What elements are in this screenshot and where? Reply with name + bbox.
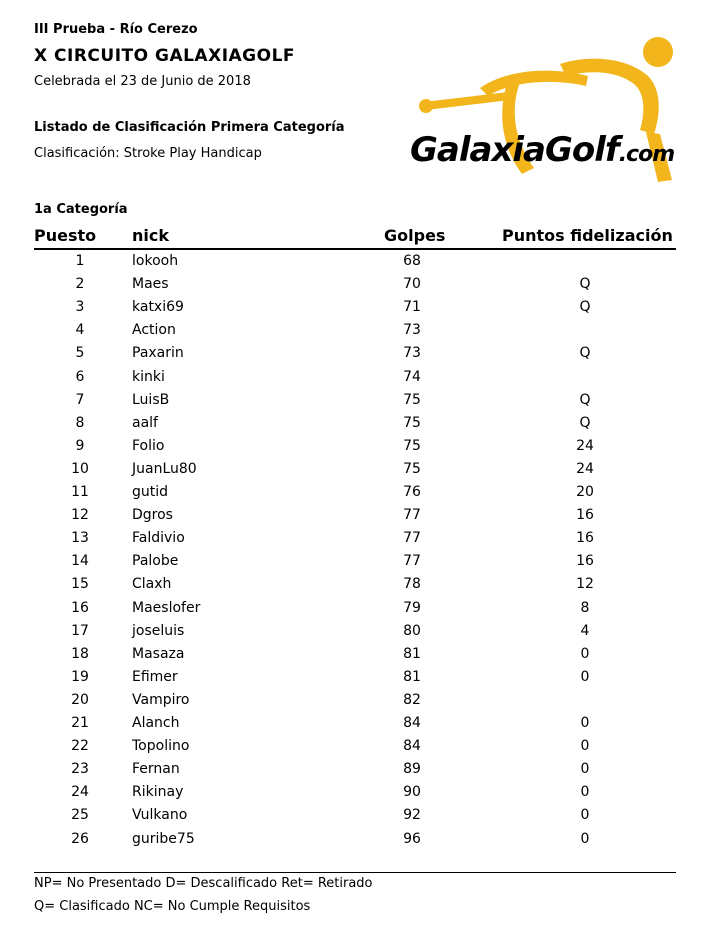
cell-points: 24: [576, 437, 594, 454]
cell-points: 0: [580, 807, 590, 824]
cell-strokes: 79: [403, 599, 421, 616]
table-row: [0, 507, 708, 530]
cell-nick: Fernan: [132, 761, 180, 778]
cell-strokes: 75: [403, 437, 421, 454]
cell-nick: Vampiro: [132, 691, 190, 708]
cell-position: 9: [75, 437, 85, 454]
cell-position: 8: [75, 414, 85, 431]
table-row: [0, 276, 708, 299]
cell-position: 19: [71, 668, 89, 685]
cell-strokes: 89: [403, 761, 421, 778]
cell-position: 2: [75, 276, 85, 293]
cell-strokes: 75: [403, 414, 421, 431]
cell-points: Q: [579, 414, 591, 431]
cell-strokes: 74: [403, 368, 421, 385]
logo-text-domain: .com: [618, 142, 675, 167]
cell-strokes: 84: [403, 738, 421, 755]
cell-strokes: 84: [403, 715, 421, 731]
cell-strokes: 76: [403, 484, 421, 500]
cell-position: 4: [75, 322, 85, 339]
cell-points: Q: [579, 276, 591, 293]
cell-points: 0: [580, 715, 590, 731]
table-row: [0, 784, 708, 807]
column-header-points: Puntos fidelización: [502, 226, 673, 245]
cell-strokes: 70: [403, 276, 421, 293]
cell-nick: Vulkano: [132, 807, 188, 824]
cell-nick: joseluis: [132, 622, 185, 639]
cell-points: 16: [576, 507, 594, 524]
legend-line-1: NP= No Presentado D= Descalificado Ret= Retirado: [34, 876, 373, 891]
cell-position: 15: [71, 576, 89, 593]
table-row: [0, 253, 708, 276]
cell-points: 16: [576, 530, 594, 547]
table-row: [0, 345, 708, 368]
cell-position: 18: [71, 645, 89, 662]
cell-position: 12: [71, 507, 89, 524]
cell-points: 20: [576, 484, 594, 500]
cell-position: 17: [71, 622, 89, 639]
cell-nick: JuanLu80: [132, 460, 197, 477]
table-row: [0, 600, 708, 623]
footer-divider: [34, 872, 676, 873]
category-label: 1a Categoría: [34, 202, 128, 217]
cell-nick: Folio: [132, 437, 165, 454]
cell-position: 10: [71, 460, 89, 477]
cell-points: 16: [576, 553, 594, 570]
cell-position: 13: [71, 530, 89, 547]
legend-line-2: Q= Clasificado NC= No Cumple Requisitos: [34, 899, 311, 914]
table-row: [0, 392, 708, 415]
cell-nick: Efimer: [132, 668, 178, 685]
table-row: [0, 715, 708, 738]
cell-position: 16: [71, 599, 89, 616]
table-row: [0, 299, 708, 322]
cell-points: 0: [580, 830, 590, 847]
cell-points: 4: [580, 622, 590, 639]
cell-strokes: 80: [403, 622, 421, 639]
cell-points: 0: [580, 761, 590, 778]
cell-nick: Action: [132, 322, 176, 339]
cell-nick: LuisB: [132, 391, 170, 408]
date-line: Celebrada el 23 de Junio de 2018: [34, 74, 251, 89]
cell-strokes: 96: [403, 830, 421, 847]
table-row: [0, 461, 708, 484]
cell-position: 25: [71, 807, 89, 824]
cell-points: Q: [579, 391, 591, 408]
cell-nick: Palobe: [132, 553, 179, 570]
cell-nick: lokooh: [132, 253, 179, 269]
cell-position: 11: [71, 484, 89, 500]
cell-nick: Faldivio: [132, 530, 185, 547]
cell-points: Q: [579, 299, 591, 316]
circuit-title: X CIRCUITO GALAXIAGOLF: [34, 46, 296, 66]
cell-points: 0: [580, 668, 590, 685]
table-row: [0, 831, 708, 854]
table-row: [0, 761, 708, 784]
cell-strokes: 73: [403, 345, 421, 362]
cell-strokes: 82: [403, 691, 421, 708]
cell-position: 26: [71, 830, 89, 847]
cell-points: 24: [576, 460, 594, 477]
event-title: III Prueba - Río Cerezo: [34, 22, 198, 37]
cell-nick: aalf: [132, 414, 158, 431]
cell-position: 1: [75, 253, 85, 269]
cell-points: 0: [580, 645, 590, 662]
cell-strokes: 68: [403, 253, 421, 269]
cell-position: 5: [75, 345, 85, 362]
cell-position: 6: [75, 368, 85, 385]
cell-nick: Dgros: [132, 507, 173, 524]
table-row: [0, 553, 708, 576]
table-row: [0, 692, 708, 715]
column-header-nick: nick: [132, 226, 169, 245]
cell-nick: gutid: [132, 484, 169, 500]
cell-nick: Paxarin: [132, 345, 184, 362]
cell-nick: Maes: [132, 276, 169, 293]
cell-position: 21: [71, 715, 89, 731]
cell-position: 20: [71, 691, 89, 708]
cell-position: 22: [71, 738, 89, 755]
cell-nick: Topolino: [132, 738, 190, 755]
table-row: [0, 738, 708, 761]
cell-strokes: 92: [403, 807, 421, 824]
cell-nick: Alanch: [132, 715, 180, 731]
cell-position: 7: [75, 391, 85, 408]
cell-position: 14: [71, 553, 89, 570]
table-row: [0, 484, 708, 507]
cell-strokes: 73: [403, 322, 421, 339]
cell-strokes: 77: [403, 553, 421, 570]
cell-nick: Rikinay: [132, 784, 184, 801]
cell-nick: kinki: [132, 368, 165, 385]
logo-wordmark: [410, 130, 700, 170]
cell-position: 3: [75, 299, 85, 316]
cell-nick: Maeslofer: [132, 599, 201, 616]
cell-nick: katxi69: [132, 299, 184, 316]
table-row: [0, 530, 708, 553]
cell-strokes: 77: [403, 530, 421, 547]
column-header-position: Puesto: [34, 226, 97, 245]
table-row: [0, 576, 708, 599]
column-header-strokes: Golpes: [384, 226, 446, 245]
cell-position: 24: [71, 784, 89, 801]
cell-strokes: 75: [403, 460, 421, 477]
logo-text-main: GalaxiaGolf: [410, 130, 619, 170]
table-row: [0, 322, 708, 345]
cell-strokes: 90: [403, 784, 421, 801]
cell-position: 23: [71, 761, 89, 778]
table-row: [0, 438, 708, 461]
cell-strokes: 81: [403, 645, 421, 662]
cell-nick: guribe75: [132, 830, 195, 847]
listing-title: Listado de Clasificación Primera Categoría: [34, 120, 345, 135]
cell-strokes: 75: [403, 391, 421, 408]
cell-nick: Masaza: [132, 645, 185, 662]
cell-strokes: 81: [403, 668, 421, 685]
cell-points: Q: [579, 345, 591, 362]
table-row: [0, 369, 708, 392]
cell-strokes: 77: [403, 507, 421, 524]
cell-strokes: 71: [403, 299, 421, 316]
cell-points: 0: [580, 738, 590, 755]
cell-points: 12: [576, 576, 594, 593]
table-row: [0, 415, 708, 438]
cell-nick: Claxh: [132, 576, 172, 593]
table-row: [0, 646, 708, 669]
cell-points: 8: [580, 599, 590, 616]
cell-strokes: 78: [403, 576, 421, 593]
classification-type: Clasificación: Stroke Play Handicap: [34, 146, 262, 161]
table-row: [0, 807, 708, 830]
table-row: [0, 669, 708, 692]
table-row: [0, 623, 708, 646]
cell-points: 0: [580, 784, 590, 801]
header-divider: [34, 248, 676, 250]
